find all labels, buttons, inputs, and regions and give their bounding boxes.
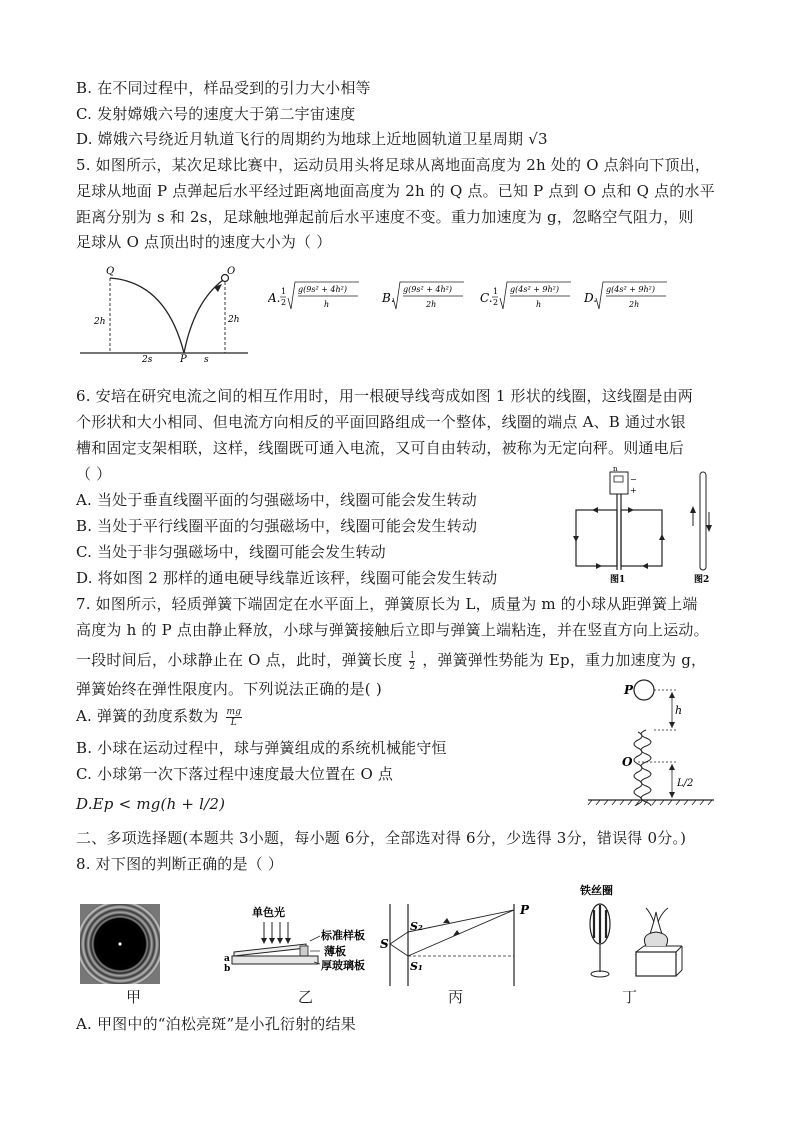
- q5-option-d: [583, 282, 667, 309]
- section-2-heading: 二、多项选择题(本题共 3小题，每小题 6分，全部选对得 6分，少选得 3分，错误得 0分。): [76, 829, 687, 847]
- svg-text:2: 2: [281, 298, 287, 307]
- q5-label-2s: 2s: [142, 355, 153, 362]
- q7-label-o: O: [622, 755, 633, 769]
- q8-caption-jia: 甲: [126, 988, 142, 1006]
- q4-option-d: [76, 129, 548, 149]
- q7-stem-2: 高度为 h 的 P 点由静止释放，小球与弹簧接触后立即与弹簧上端粘连，并在竖直方向上运动。: [76, 621, 709, 639]
- q7-fraction-mgl: $\frac{mg}{L}$: [226, 706, 242, 728]
- q8-yi-std: 标准样板: [321, 929, 365, 942]
- q7-stem-1: 7. 如图所示，轻质弹簧下端固定在水平面上，弹簧原长为 L，质量为 m 的小球从距弹簧上端: [76, 595, 698, 613]
- q7-option-c: C. 小球第一次下落过程中速度最大位置在 O 点: [76, 765, 394, 783]
- q8-caption-yi: 乙: [298, 988, 314, 1006]
- svg-text:2h: 2h: [629, 300, 640, 309]
- q5-label-2h-right: 2h: [228, 315, 240, 325]
- q5-options: [268, 278, 688, 318]
- q5-stem-3: 距离分别为 s 和 2s，足球触地弹起前后水平速度不变。重力加速度为 g，忽略空气阻力，则: [76, 208, 694, 226]
- q5-stem-4: 足球从 O 点顶出时的速度大小为（ ）: [76, 233, 332, 251]
- svg-text:n: n: [613, 466, 618, 473]
- q6-fig2-caption: 图2: [694, 575, 710, 585]
- svg-text:D.: D.: [584, 291, 598, 305]
- q6-option-d: D. 将如图 2 那样的通电硬导线靠近该秤，线圈可能会发生转动: [76, 569, 498, 587]
- q5-figure: [76, 262, 251, 362]
- q5-label-p: P: [180, 354, 187, 362]
- q5-stem-2: 足球从地面 P 点弹起后水平经过距离地面高度为 2h 的 Q 点。已知 P 点到 O 点和 Q 点的水平: [76, 182, 715, 200]
- q7-label-p: P: [624, 683, 634, 697]
- q7-stem-3b: ，弹簧弹性势能为 Ep，重力加速度为 g，: [422, 651, 707, 669]
- svg-text:g(9s² + 4h²): g(9s² + 4h²): [298, 285, 348, 294]
- q7-option-a: [76, 706, 244, 728]
- q5-label-s: s: [204, 355, 209, 362]
- q8-bing-s: S: [380, 937, 389, 951]
- q6-option-a: A. 当处于垂直线圈平面的匀强磁场中，线圈可能会发生转动: [76, 491, 477, 509]
- q7-stem-3a: 一段时间后，小球静止在 O 点，此时，弹簧长度: [76, 651, 403, 669]
- q7-option-b: B. 小球在运动过程中，球与弹簧组成的系统机械能守恒: [76, 739, 447, 757]
- q8-yi-light: 单色光: [252, 906, 285, 919]
- q8-bing-s1: S₁: [410, 960, 423, 973]
- svg-text:g(4s² + 9h²): g(4s² + 9h²): [606, 285, 656, 294]
- q8-option-a: A. 甲图中的“泊松亮斑”是小孔衍射的结果: [76, 1015, 356, 1033]
- q8-bing-p: P: [520, 903, 530, 917]
- q7-option-a-text: A. 弹簧的劲度系数为: [76, 707, 219, 725]
- q6-option-b: B. 当处于平行线圈平面的匀强磁场中，线圈可能会发生转动: [76, 517, 478, 535]
- q4-option-b: B. 在不同过程中，样品受到的引力大小相等: [76, 79, 371, 97]
- q8-fig-yi: [222, 904, 382, 984]
- q8-bing-s2: S₂: [410, 920, 423, 933]
- svg-text:1: 1: [281, 287, 287, 296]
- q6-stem-2: 个形状和大小相同、但电流方向相反的平面回路组成一个整体，线圈的端点 A、B 通过水银: [76, 413, 686, 431]
- q7-stem-4: 弹簧始终在弹性限度内。下列说法正确的是( ): [76, 680, 382, 698]
- q4-option-c: C. 发射嫦娥六号的速度大于第二宇宙速度: [76, 105, 356, 123]
- q6-figure: [572, 466, 722, 586]
- svg-text:g(9s² + 4h²): g(9s² + 4h²): [403, 285, 453, 294]
- q8-fig-ding: [570, 882, 700, 982]
- q8-fig-jia: [80, 904, 160, 984]
- q8-yi-thin: 薄板: [324, 945, 346, 958]
- q8-caption-bing: 丙: [448, 988, 464, 1006]
- q7-label-h: h: [675, 704, 683, 717]
- q4-option-d-math: √3: [528, 130, 548, 148]
- q5-label-o: O: [227, 266, 236, 277]
- q8-yi-a: a: [224, 954, 230, 964]
- q6-stem-3: 槽和固定支架相联，这样，线圈既可通入电流，又可自由转动，被称为无定向秤。则通电后: [76, 439, 685, 457]
- q6-option-c: C. 当处于非匀强磁场中，线圈可能会发生转动: [76, 543, 386, 561]
- svg-text:2h: 2h: [426, 300, 437, 309]
- q5-option-b: [381, 282, 464, 309]
- svg-text:+: +: [630, 486, 637, 495]
- q8-stem: 8. 对下图的判断正确的是（ ）: [76, 855, 284, 873]
- q7-option-d: D.Ep < mg(h + l/2): [76, 795, 226, 813]
- svg-text:−: −: [630, 475, 637, 484]
- q8-yi-b: b: [224, 964, 231, 974]
- svg-text:A.: A.: [268, 291, 281, 305]
- q7-figure: [586, 676, 716, 806]
- q8-yi-thick: 厚玻璃板: [321, 959, 365, 972]
- q7-fraction-l2: $\frac{l}{2}$: [409, 650, 416, 672]
- q6-fig1-caption: 图1: [610, 575, 626, 585]
- svg-text:h: h: [324, 300, 330, 309]
- q5-option-a: [268, 282, 359, 309]
- q4-option-d-text: D. 嫦娥六号绕近月轨道飞行的周期约为地球上近地圆轨道卫星周期: [76, 130, 524, 148]
- q8-ding-label: 铁丝圈: [580, 884, 613, 897]
- svg-text:h: h: [536, 300, 542, 309]
- svg-text:B.: B.: [382, 291, 395, 305]
- q7-stem-3: [76, 650, 706, 672]
- q5-option-c: [480, 282, 571, 309]
- q6-stem-4: （ ）: [76, 465, 112, 483]
- svg-text:g(4s² + 9h²): g(4s² + 9h²): [510, 285, 560, 294]
- svg-text:1: 1: [493, 287, 499, 296]
- q6-stem-1: 6. 安培在研究电流之间的相互作用时，用一根硬导线弯成如图 1 形状的线圈，这线圈是由两: [76, 387, 693, 405]
- svg-text:2: 2: [493, 298, 499, 307]
- q8-fig-bing: [380, 898, 540, 988]
- q5-label-2h-left: 2h: [94, 317, 106, 327]
- q8-caption-ding: 丁: [622, 988, 638, 1006]
- svg-text:C.: C.: [480, 291, 493, 305]
- q7-label-l2: L/2: [677, 778, 694, 789]
- q5-label-q: Q: [106, 266, 115, 277]
- q5-stem-1: 5. 如图所示，某次足球比赛中，运动员用头将足球从离地面高度为 2h 处的 O 点斜向下顶出，: [76, 156, 711, 174]
